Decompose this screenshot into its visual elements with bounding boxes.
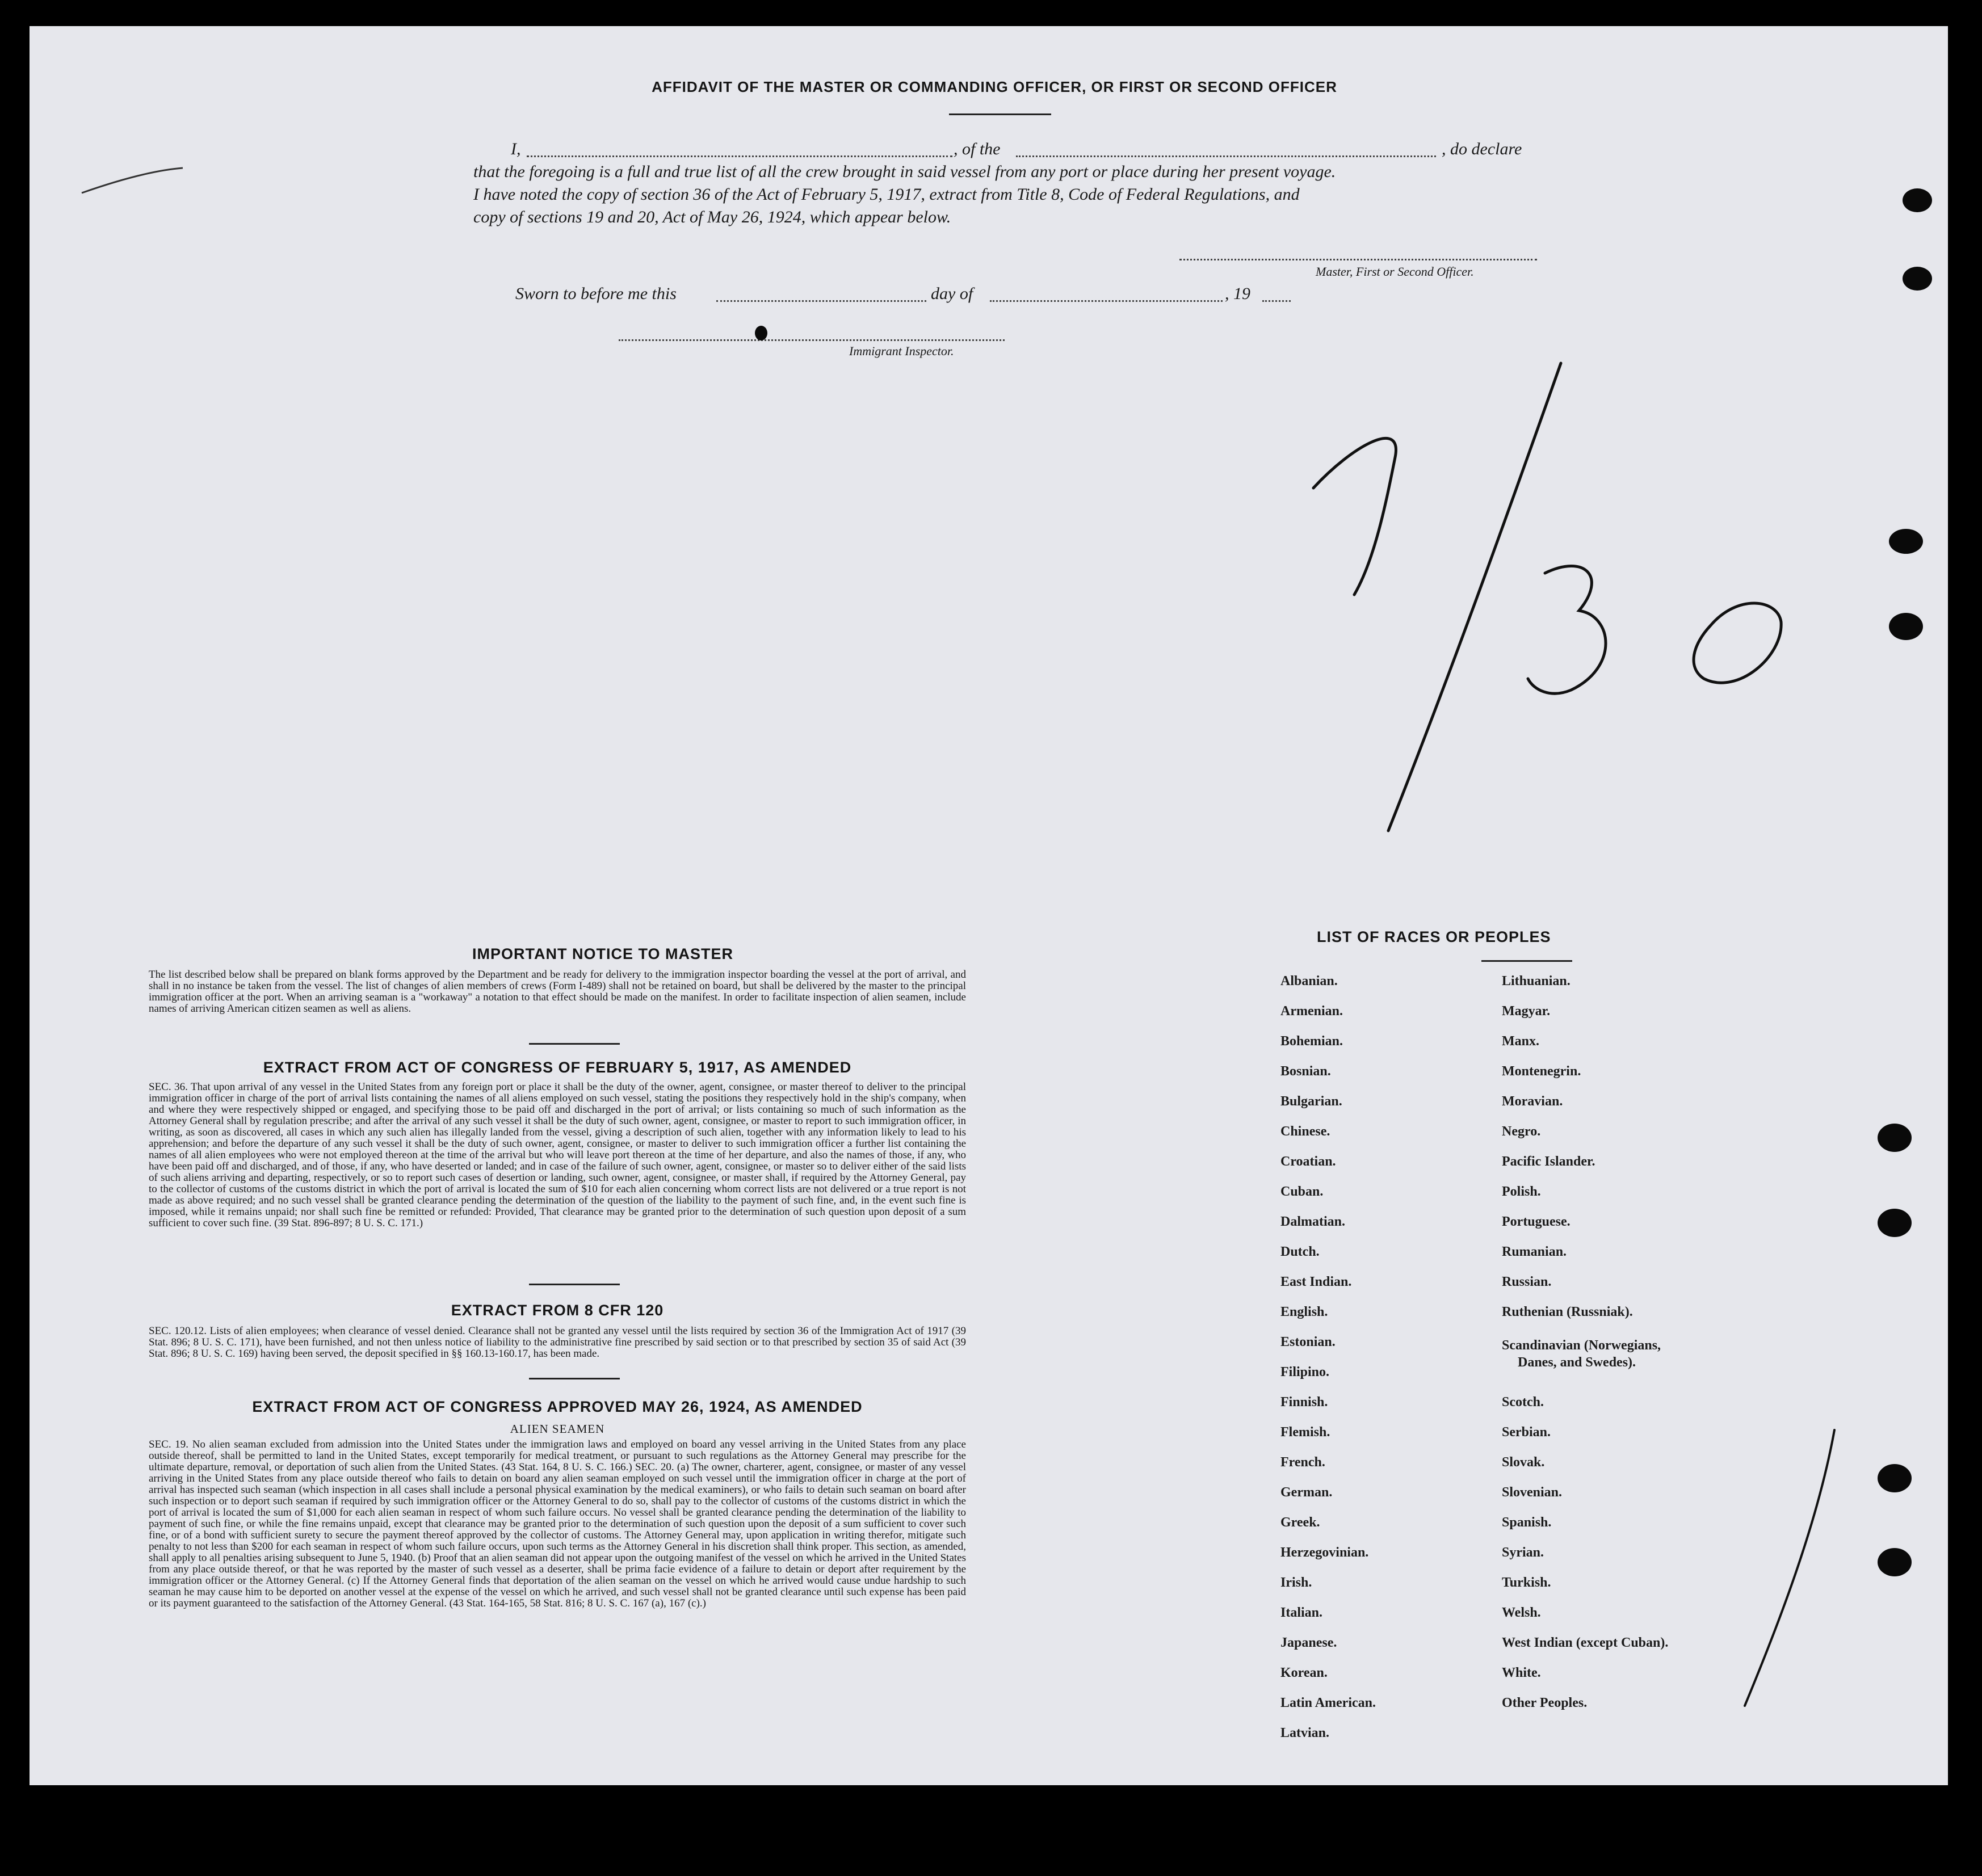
handwritten-stroke-right [1745, 1430, 1834, 1706]
affidavit-of-the: , of the [954, 140, 1001, 158]
race-item: Montenegrin. [1502, 1064, 1581, 1079]
extract-1924-title: EXTRACT FROM ACT OF CONGRESS APPROVED MAY 26, 1924, AS AMENDED [252, 1398, 863, 1415]
handwritten-mark-left [82, 168, 183, 193]
race-item: Welsh. [1502, 1605, 1541, 1620]
race-item: Finnish. [1280, 1395, 1328, 1410]
races-title: LIST OF RACES OR PEOPLES [1317, 928, 1551, 945]
race-item: Croatian. [1280, 1154, 1336, 1169]
race-item: Magyar. [1502, 1004, 1551, 1019]
race-item: Pacific Islander. [1502, 1154, 1595, 1169]
sworn-text: Sworn to before me this [515, 284, 677, 303]
race-item: Bohemian. [1280, 1034, 1343, 1049]
race-item: Filipino. [1280, 1365, 1330, 1379]
race-item: Negro. [1502, 1124, 1541, 1139]
form-page [30, 26, 1948, 1785]
race-item: Chinese. [1280, 1124, 1330, 1139]
notice-title: IMPORTANT NOTICE TO MASTER [472, 945, 733, 962]
race-item: Irish. [1280, 1575, 1312, 1590]
handwritten-slash [1388, 363, 1561, 831]
punch-hole [1889, 613, 1923, 640]
race-item: Japanese. [1280, 1635, 1337, 1650]
extract-1917-title: EXTRACT FROM ACT OF CONGRESS OF FEBRUARY 5, 1917, AS AMENDED [263, 1059, 852, 1076]
divider [529, 1378, 620, 1379]
race-item: Flemish. [1280, 1425, 1330, 1440]
race-item: Moravian. [1502, 1094, 1563, 1109]
race-item: Turkish. [1502, 1575, 1551, 1590]
race-item: Serbian. [1502, 1425, 1551, 1440]
divider [529, 1043, 620, 1045]
race-item: Danes, and Swedes). [1518, 1355, 1636, 1370]
race-item: Ruthenian (Russniak). [1502, 1305, 1633, 1319]
extract-8cfr-body: SEC. 120.12. Lists of alien employees; when clearance of vessel denied. Clearance shall not be granted any vessel until the lists required by section 36 of the Immigration Act of 1917 (39 Stat. 896; 8 U. S. C. 171), have been furnished, and not then unless notice of liability to the administrative fine prescribed by said section or to that prescribed by section 35 of said Act (39 Stat. 896; 8 U. S. C. 169) having been served, the deposit specified in §§ 160.13-160.17, has been made. [149, 1325, 966, 1360]
divider [1481, 960, 1572, 962]
affidavit-body-3: copy of sections 19 and 20, Act of May 26, 1924, which appear below. [473, 208, 951, 226]
handwritten-seven [1313, 438, 1396, 595]
race-item: Latvian. [1280, 1726, 1330, 1740]
punch-hole [1889, 529, 1923, 554]
extract-1917-body: SEC. 36. That upon arrival of any vessel in the United States from any foreign port or place it shall be the duty of the owner, agent, consignee, or master thereof to deliver to the principal immigration officer in charge of the port of arrival lists containing the names of all aliens employed on such vessel, stating the positions they respectively hold in the ship's company, when and where they were respectively shipped or engaged, and specifying those to be paid off and discharged in the port of arrival; or lists containing so much of such information as the Attorney General shall by regulation prescribe; and after the arrival of any such vessel it shall be the duty of such owner, agent, consignee, or master to report to such immigration officer, in writing, as soon as discovered, all cases in which any such alien has illegally landed from the vessel, giving a description of such alien, together with any information likely to lead to his apprehension; and before the departure of any such vessel it shall be the duty of such owner, agent, consignee, or master to deliver to such immigration officer a further list containing the names of all alien employees who were not employed thereon at the time of the arrival but who will leave port thereon at the time of her departure, and also the names of those, if any, who have been paid off and discharged, and of those, if any, who have deserted or landed; and in case of the failure of such owner, agent, consignee, or master so to deliver either of the said lists of such aliens arriving and departing, respectively, or so to report such cases of desertion or landing, such owner, agent, consignee, or master shall, if required by the Attorney General, pay to the collector of customs of the customs district in which the port of arrival is located the sum of $10 for each alien concerning whom correct lists are not delivered or a true report is not made as above required; and no such vessel shall be granted clearance pending the determination of the question of the liability to the payment of such fine, and, in the event such fine is imposed, while it remains unpaid; nor shall such fine be remitted or refunded: Provided, That clearance may be granted prior to the determination of such question upon deposit of a sum sufficient to cover such fine. (39 Stat. 896-897; 8 U. S. C. 171.) [149, 1081, 966, 1229]
race-item: Scandinavian (Norwegians, [1502, 1338, 1661, 1353]
affidavit-body-1: that the foregoing is a full and true list of all the crew brought in said vessel from any port or place during her present voyage. [473, 162, 1336, 181]
race-item: Cuban. [1280, 1184, 1324, 1199]
affidavit-i: I, [511, 140, 521, 158]
race-item: Armenian. [1280, 1004, 1343, 1019]
race-item: Manx. [1502, 1034, 1539, 1049]
punch-hole [1878, 1464, 1912, 1492]
inspector-caption: Immigrant Inspector. [849, 344, 954, 358]
punch-hole [1878, 1124, 1912, 1152]
race-item: Scotch. [1502, 1395, 1544, 1410]
race-item: English. [1280, 1305, 1328, 1319]
affidavit-declare: , do declare [1442, 140, 1522, 158]
race-item: White. [1502, 1665, 1541, 1680]
race-item: Spanish. [1502, 1515, 1552, 1530]
race-item: Dutch. [1280, 1244, 1320, 1259]
affidavit-body-2: I have noted the copy of section 36 of the Act of February 5, 1917, extract from Title 8, Code of Federal Regulations, and [473, 185, 1300, 204]
race-item: West Indian (except Cuban). [1502, 1635, 1669, 1650]
race-item: Latin American. [1280, 1696, 1376, 1710]
notice-body: The list described below shall be prepared on blank forms approved by the Department and be ready for delivery to the immigration inspector boarding the vessel at the port of arrival, and shall in no instance be taken from the vessel. The list of changes of alien members of crews (Form I-489) shall not be retained on board, but shall be delivered by the master to the principal immigration officer at the port. When an arriving seaman is a "workaway" a notation to that effect should be made on the manifest. In order to facilitate inspection of alien seamen, include names of arriving American citizen seamen as well as aliens. [149, 969, 966, 1015]
punch-hole [1878, 1209, 1912, 1237]
race-item: German. [1280, 1485, 1333, 1500]
race-item: Portuguese. [1502, 1214, 1571, 1229]
race-item: Rumanian. [1502, 1244, 1567, 1259]
race-item: Greek. [1280, 1515, 1320, 1530]
punch-hole [1903, 188, 1932, 212]
race-item: Lithuanian. [1502, 974, 1571, 989]
race-item: Other Peoples. [1502, 1696, 1588, 1710]
race-item: Korean. [1280, 1665, 1328, 1680]
punch-hole [1903, 267, 1932, 291]
extract-1924-subtitle: ALIEN SEAMEN [510, 1422, 605, 1436]
race-item: Polish. [1502, 1184, 1541, 1199]
divider [529, 1284, 620, 1285]
race-item: Slovak. [1502, 1455, 1545, 1470]
race-item: Italian. [1280, 1605, 1323, 1620]
affidavit-title: AFFIDAVIT OF THE MASTER OR COMMANDING OFFICER, OR FIRST OR SECOND OFFICER [652, 78, 1337, 95]
master-caption: Master, First or Second Officer. [1316, 264, 1474, 279]
race-item: Estonian. [1280, 1335, 1336, 1349]
race-item: French. [1280, 1455, 1325, 1470]
race-item: Dalmatian. [1280, 1214, 1345, 1229]
race-item: Syrian. [1502, 1545, 1544, 1560]
handwritten-three [1528, 566, 1606, 694]
race-item: Herzegovinian. [1280, 1545, 1369, 1560]
race-item: Albanian. [1280, 974, 1338, 989]
race-item: Slovenian. [1502, 1485, 1563, 1500]
race-item: East Indian. [1280, 1274, 1352, 1289]
extract-1924-body: SEC. 19. No alien seaman excluded from admission into the United States under the immigration laws and employed on board any vessel arriving in the United States from any place outside thereof, shall be permitted to land in the United States, except temporarily for medical treatment, or pursuant to such regulations as the Attorney General may prescribe for the ultimate departure, removal, or deportation of such alien from the United States. (43 Stat. 164, 8 U. S. C. 166.) SEC. 20. (a) The owner, charterer, agent, consignee, or master of any vessel arriving in the United States from any place outside thereof who fails to detain on board any alien seaman employed on such vessel until the immigration officer in charge at the port of arrival has inspected such seaman (which inspection in all cases shall include a personal physical examination by the medical examiners), or who fails to detain such seaman on board after such inspection or to deport such seaman if required by such immigration officer or the Attorney General to do so, shall pay to the collector of customs of the customs district in which the port of arrival is located the sum of $1,000 for each alien seaman in respect of whom such failure occurs. No vessel shall be granted clearance pending the determination of the liability to payment of such fine, or while the fine remains unpaid, except that clearance may be granted prior to the determination of such question upon the deposit of a sum sufficient to cover such fine, or of a bond with sufficient surety to secure the payment thereof approved by the collector of customs. The Attorney General may, upon application in writing therefor, mitigate such penalty to not less than $200 for each seaman in respect of whom such failure occurs, upon such terms as the Attorney General in his discretion shall think proper. This section, as amended, shall apply to all penalties arising subsequent to June 5, 1940. (b) Proof that an alien seaman did not appear upon the outgoing manifest of the vessel on which he arrived in the United States from any place outside thereof, or that he was reported by the master of such vessel as a deserter, shall be prima facie evidence of a failure to detain or deport after requirement by the immigration officer or the Attorney General. (c) If the Attorney General finds that deportation of the alien seaman on the vessel on which he arrived would cause undue hardship to such seaman he may cause him to be deported on another vessel at the expense of the vessel on which he arrived, and such vessel shall not be granted clearance until such expense has been paid or its payment guaranteed to the satisfaction of the Attorney General. (43 Stat. 164-165, 58 Stat. 816; 8 U. S. C. 167 (a), 167 (c).) [149, 1438, 966, 1609]
punch-hole [755, 326, 767, 340]
race-item: Bosnian. [1280, 1064, 1331, 1079]
extract-8cfr-title: EXTRACT FROM 8 CFR 120 [451, 1302, 664, 1319]
day-of-text: day of [931, 284, 973, 303]
year-text: , 19 [1225, 284, 1250, 303]
handwritten-zero [1694, 603, 1781, 683]
handwritten-note-text [1392, 423, 1393, 424]
punch-hole [1878, 1548, 1912, 1576]
race-item: Bulgarian. [1280, 1094, 1342, 1109]
race-item: Russian. [1502, 1274, 1552, 1289]
